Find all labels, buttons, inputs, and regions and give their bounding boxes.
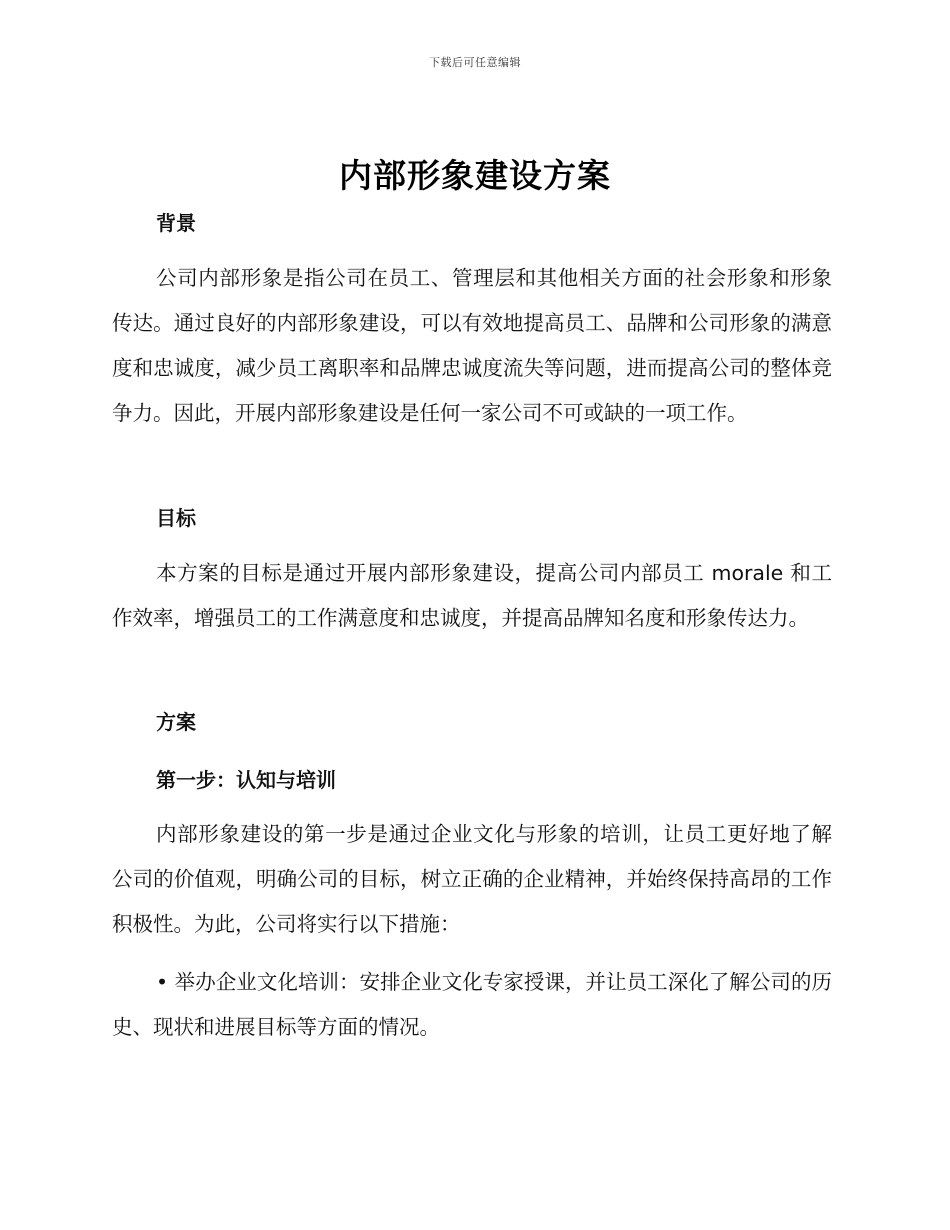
header-note: 下载后可任意编辑 [429, 56, 521, 69]
heading-step1: 第一步：认知与培训 [156, 768, 336, 792]
paragraph-background: 公司内部形象是指公司在员工、管理层和其他相关方面的社会形象和形象传达。通过良好的内部形象建设，可以有效地提高员工、品牌和公司形象的满意度和忠诚度，减少员工离职率和品牌忠诚度流失等问题，进而提高公司的整体竞争力。因此，开展内部形象建设是任何一家公司不可或缺的一项工作。 [112, 266, 832, 425]
paragraph-step1: 内部形象建设的第一步是通过企业文化与形象的培训，让员工更好地了解公司的价值观，明确公司的目标，树立正确的企业精神，并始终保持高昂的工作积极性。为此，公司将实行以下措施： [112, 822, 832, 936]
bullet-culture-training: • 举办企业文化培训：安排企业文化专家授课，并让员工深化了解公司的历史、现状和进展目标等方面的情况。 [112, 970, 832, 1039]
paragraph-goal: 本方案的目标是通过开展内部形象建设，提高公司内部员工 morale 和工作效率，增强员工的工作满意度和忠诚度，并提高品牌知名度和形象传达力。 [112, 561, 832, 630]
heading-plan: 方案 [156, 710, 196, 734]
heading-goal: 目标 [156, 506, 196, 530]
document-title: 内部形象建设方案 [339, 156, 611, 195]
heading-background: 背景 [156, 211, 196, 235]
